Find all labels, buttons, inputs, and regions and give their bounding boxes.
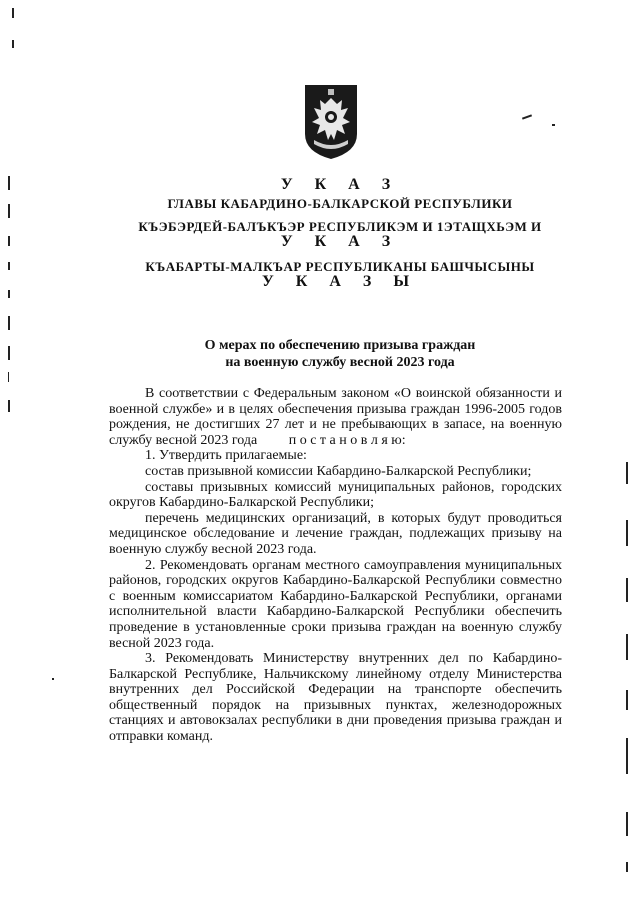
scan-mark [552,124,555,126]
decree-heading: У К А З [280,176,400,193]
decree-word: п о с т а н о в л я ю: [288,432,406,448]
scan-mark [626,634,628,660]
title-line: на военную службу весной 2023 года [225,355,455,370]
header-kabardian: КЪЭБЭРДЕЙ-БАЛЪКЪЭР РЕСПУБЛИКЭМ И 1ЭТАЩХЬЭМ И [138,219,542,234]
scan-mark [12,8,14,18]
scan-mark [626,812,628,836]
scan-mark [12,40,14,48]
preamble-paragraph [109,386,562,448]
title-line: О мерах по обеспечению призыва граждан [204,338,476,353]
decree-heading: У К А З Ы [261,273,419,290]
scan-mark [626,862,628,872]
decree-heading: У К А З [280,233,400,250]
header-russian: ГЛАВЫ КАБАРДИНО-БАЛКАРСКОЙ РЕСПУБЛИКИ [167,196,513,211]
decree-title [120,337,560,371]
scan-mark [8,176,10,190]
item-1: 1. Утвердить прилагаемые: [145,448,307,464]
scan-mark [626,520,628,546]
scan-mark [626,738,628,774]
scan-mark [8,262,10,270]
scan-mark [626,578,628,602]
item-3: 3. Рекомендовать Министерству внутренних дел по Кабардино-Балкарской Республике, Нальчикскому линейному отделу Министерства внутренних дел Российской Федерации на транспорте обеспечить общественный порядок на призывных пунктах, железнодорожных станциях и автовокзалах республики в дни проведения призыва граждан и отправки команд. [109,651,562,745]
scan-mark [8,372,9,382]
decree-body [109,386,562,745]
scan-mark [522,114,532,119]
scan-mark [626,462,628,484]
scan-mark [626,690,628,710]
scan-mark [8,204,10,218]
scan-mark [8,236,10,246]
preamble-text: В соответствии с Федеральным законом «О воинской обязанности и военной службе» и в целях обеспечения призыва граждан 1996-2005 годов рождения, не достигших 27 лет и не пребывающих в запасе, на военную службу весной 2023 года [109,386,562,448]
item-1-c: перечень медицинских организаций, в которых будут проводиться медицинское обследование и лечение граждан, подлежащих призыву на военную службу весной 2023 года. [109,510,562,557]
scan-mark [8,316,10,330]
scan-mark [8,400,10,412]
coat-of-arms-emblem [304,84,358,160]
item-2: 2. Рекомендовать органам местного самоуправления муниципальных районов, городских округов Кабардино-Балкарской Республики совместно с военным комиссариатом Кабардино-Балкарской Республики, органами исполнительной власти Кабардино-Балкарской Республики обеспечить проведение в установленные сроки призыва граждан на военную службу весной 2023 года. [109,557,562,651]
scan-mark [8,290,10,298]
item-1-b: составы призывных комиссий муниципальных районов, городских округов Кабардино-Балкарской Республики; [109,479,562,511]
scan-mark [8,346,10,360]
header-balkar: КЪАБАРТЫ-МАЛКЪАР РЕСПУБЛИКАНЫ БАШЧЫСЫНЫ [145,259,535,274]
item-1-a: состав призывной комиссии Кабардино-Балкарской Республики; [145,463,532,479]
scan-mark [52,678,54,680]
